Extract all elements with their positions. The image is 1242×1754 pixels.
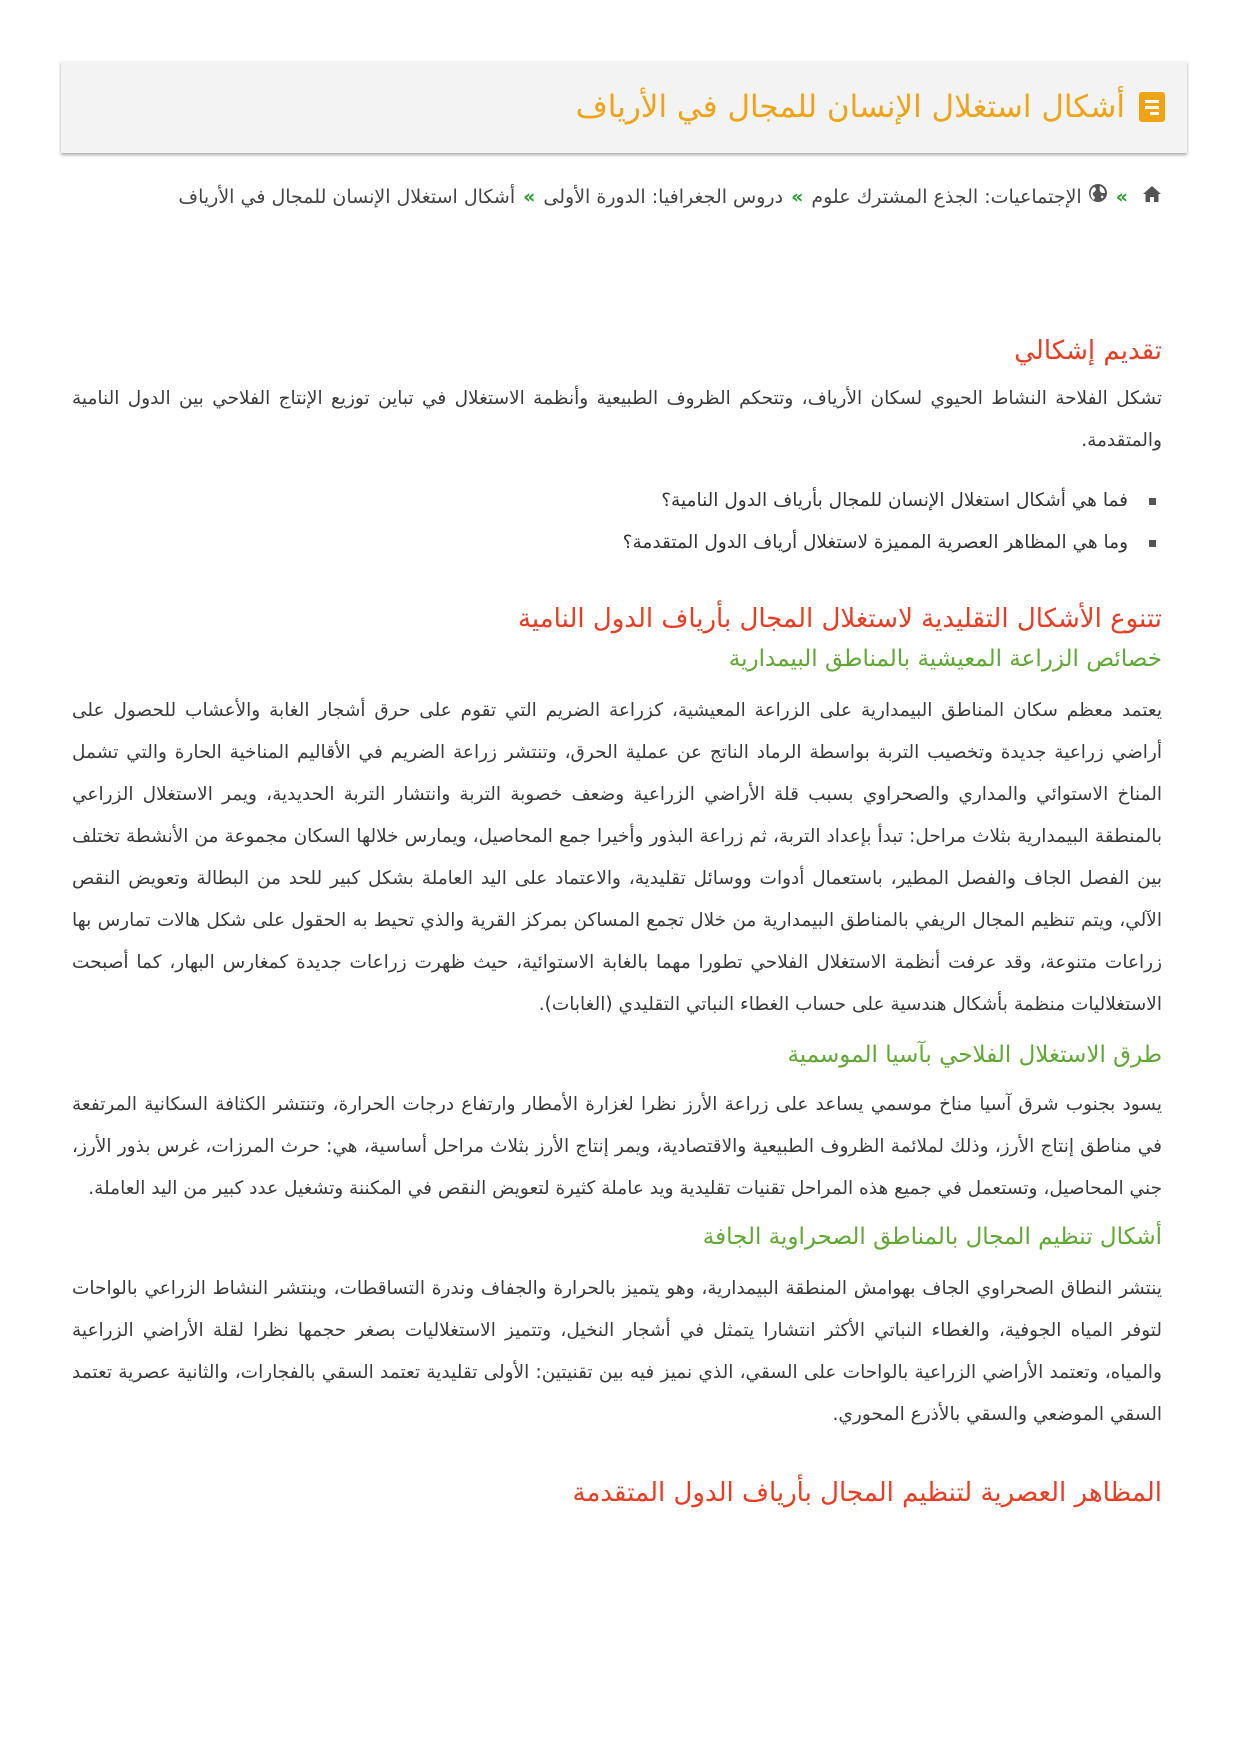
subsistence-paragraph: يعتمد معظم سكان المناطق البيمدارية على الزراعة المعيشية، كزراعة الضريم التي تقوم على حرق أشجار الغابة والأعشاب للحصول على أراضي زراعية جديدة وتخصيب التربة بواسطة الرماد الناتج عن عملية الحرق، وتنتشر زراعة الضريم في الأقاليم المناخية الحارة والتي تشمل المناخ الاستوائي والمداري والصحراوي بسبب قلة الأراضي الزراعية وضعف خصوبة التربة وانتشار التربة الحديدية، ويمر الاستغلال الزراعي بالمنطقة البيمدارية بثلاث مراحل: تبدأ بإعداد التربة، ثم زراعة البذور وأخيرا جمع المحاصيل، ويمارس خلالها السكان مجموعة من الأنشطة تختلف بين الفصل الجاف والفصل المطير، باستعمال أدوات ووسائل تقليدية، والاعتماد على اليد العاملة بشكل كبير للحد من البطالة وتعويض النقص الآلي، ويتم تنظيم المجال الريفي بالمناطق البيمدارية من خلال تجمع المساكن بمركز القرية والذي تحيط به الحقول على شكل هالات تمارس بها زراعات متنوعة، وقد عرفت أنظمة الاستغلال الفلاحي تطورا مهما بالغابة الاستوائية، حيث ظهرت زراعات جديدة كمغارس البهار، كما أصبحت الاستغلاليات منظمة بأشكال هندسية على حساب الغطاء النباتي التقليدي (الغابات).: [72, 700, 1162, 1015]
article-content: [72, 330, 1162, 1508]
breadcrumb-item-current: أشكال استغلال الإنسان للمجال في الأرياف: [178, 186, 516, 208]
breadcrumb-item-subject-label: الإجتماعيات: الجذع المشترك علوم: [811, 186, 1082, 208]
breadcrumb-item-lessons[interactable]: دروس الجغرافيا: الدورة الأولى: [543, 186, 784, 208]
breadcrumb-item-subject[interactable]: [811, 186, 1107, 208]
page-title: أشكال استغلال الإنسان للمجال في الأرياف: [575, 89, 1125, 125]
desert-heading: أشكال تنظيم المجال بالمناطق الصحراوية الجافة: [702, 1224, 1162, 1250]
question-text: وما هي المظاهر العصرية المميزة لاستغلال أرياف الدول المتقدمة؟: [622, 532, 1128, 553]
list-item: [72, 522, 1162, 564]
modern-heading: المظاهر العصرية لتنظيم المجال بأرياف الدول المتقدمة: [572, 1478, 1162, 1508]
home-icon[interactable]: [1142, 176, 1162, 219]
breadcrumb-separator: »: [523, 186, 536, 208]
globe-icon: [1088, 176, 1108, 219]
monsoon-heading: طرق الاستغلال الفلاحي بآسيا الموسمية: [787, 1042, 1162, 1068]
page-title-bar: [61, 61, 1187, 153]
intro-paragraph: تشكل الفلاحة النشاط الحيوي لسكان الأرياف، وتتحكم الظروف الطبيعية وأنظمة الاستغلال في تباين توزيع الإنتاج الفلاحي بين الدول النامية والمتقدمة.: [72, 388, 1162, 451]
document-icon: [1139, 92, 1165, 122]
question-text: فما هي أشكال استغلال الإنسان للمجال بأرياف الدول النامية؟: [661, 490, 1128, 511]
list-item: [72, 480, 1162, 522]
subsistence-heading: خصائص الزراعة المعيشية بالمناطق البيمدارية: [728, 646, 1162, 672]
breadcrumb-separator: »: [1115, 186, 1128, 208]
breadcrumb-separator: »: [791, 186, 804, 208]
bullet-icon: [1149, 540, 1156, 547]
bullet-icon: [1149, 498, 1156, 505]
breadcrumb: [152, 176, 1162, 219]
traditional-heading: تتنوع الأشكال التقليدية لاستغلال المجال بأرياف الدول النامية: [517, 604, 1162, 634]
desert-paragraph: ينتشر النطاق الصحراوي الجاف بهوامش المنطقة البيمدارية، وهو يتميز بالحرارة والجفاف وندرة التساقطات، وينتشر النشاط الزراعي بالواحات لتوفر المياه الجوفية، والغطاء النباتي الأكثر انتشارا يتمثل في أشجار النخيل، وتتميز الاستغلاليات بصغر حجمها نظرا لقلة الأراضي الزراعية والمياه، وتعتمد الأراضي الزراعية بالواحات على السقي، الذي نميز فيه بين تقنيتين: الأولى تقليدية تعتمد السقي بالفجارات، والثانية عصرية تعتمد السقي الموضعي والسقي بالأذرع المحوري.: [72, 1278, 1162, 1425]
intro-heading: تقديم إشكالي: [1014, 336, 1162, 366]
monsoon-paragraph: يسود بجنوب شرق آسيا مناخ موسمي يساعد على زراعة الأرز نظرا لغزارة الأمطار وارتفاع درجات الحرارة، وتنتشر الكثافة السكانية المرتفعة في مناطق إنتاج الأرز، وذلك لملائمة الظروف الطبيعية والاقتصادية، ويمر إنتاج الأرز بثلاث مراحل أساسية، هي: حرث المرزات، غرس بذور الأرز، جني المحاصيل، وتستعمل في جميع هذه المراحل تقنيات تقليدية ويد عاملة كثيرة لتعويض النقص في المكننة وتشغيل عدد كبير من اليد العاملة.: [72, 1094, 1162, 1199]
questions-list: [72, 480, 1162, 564]
